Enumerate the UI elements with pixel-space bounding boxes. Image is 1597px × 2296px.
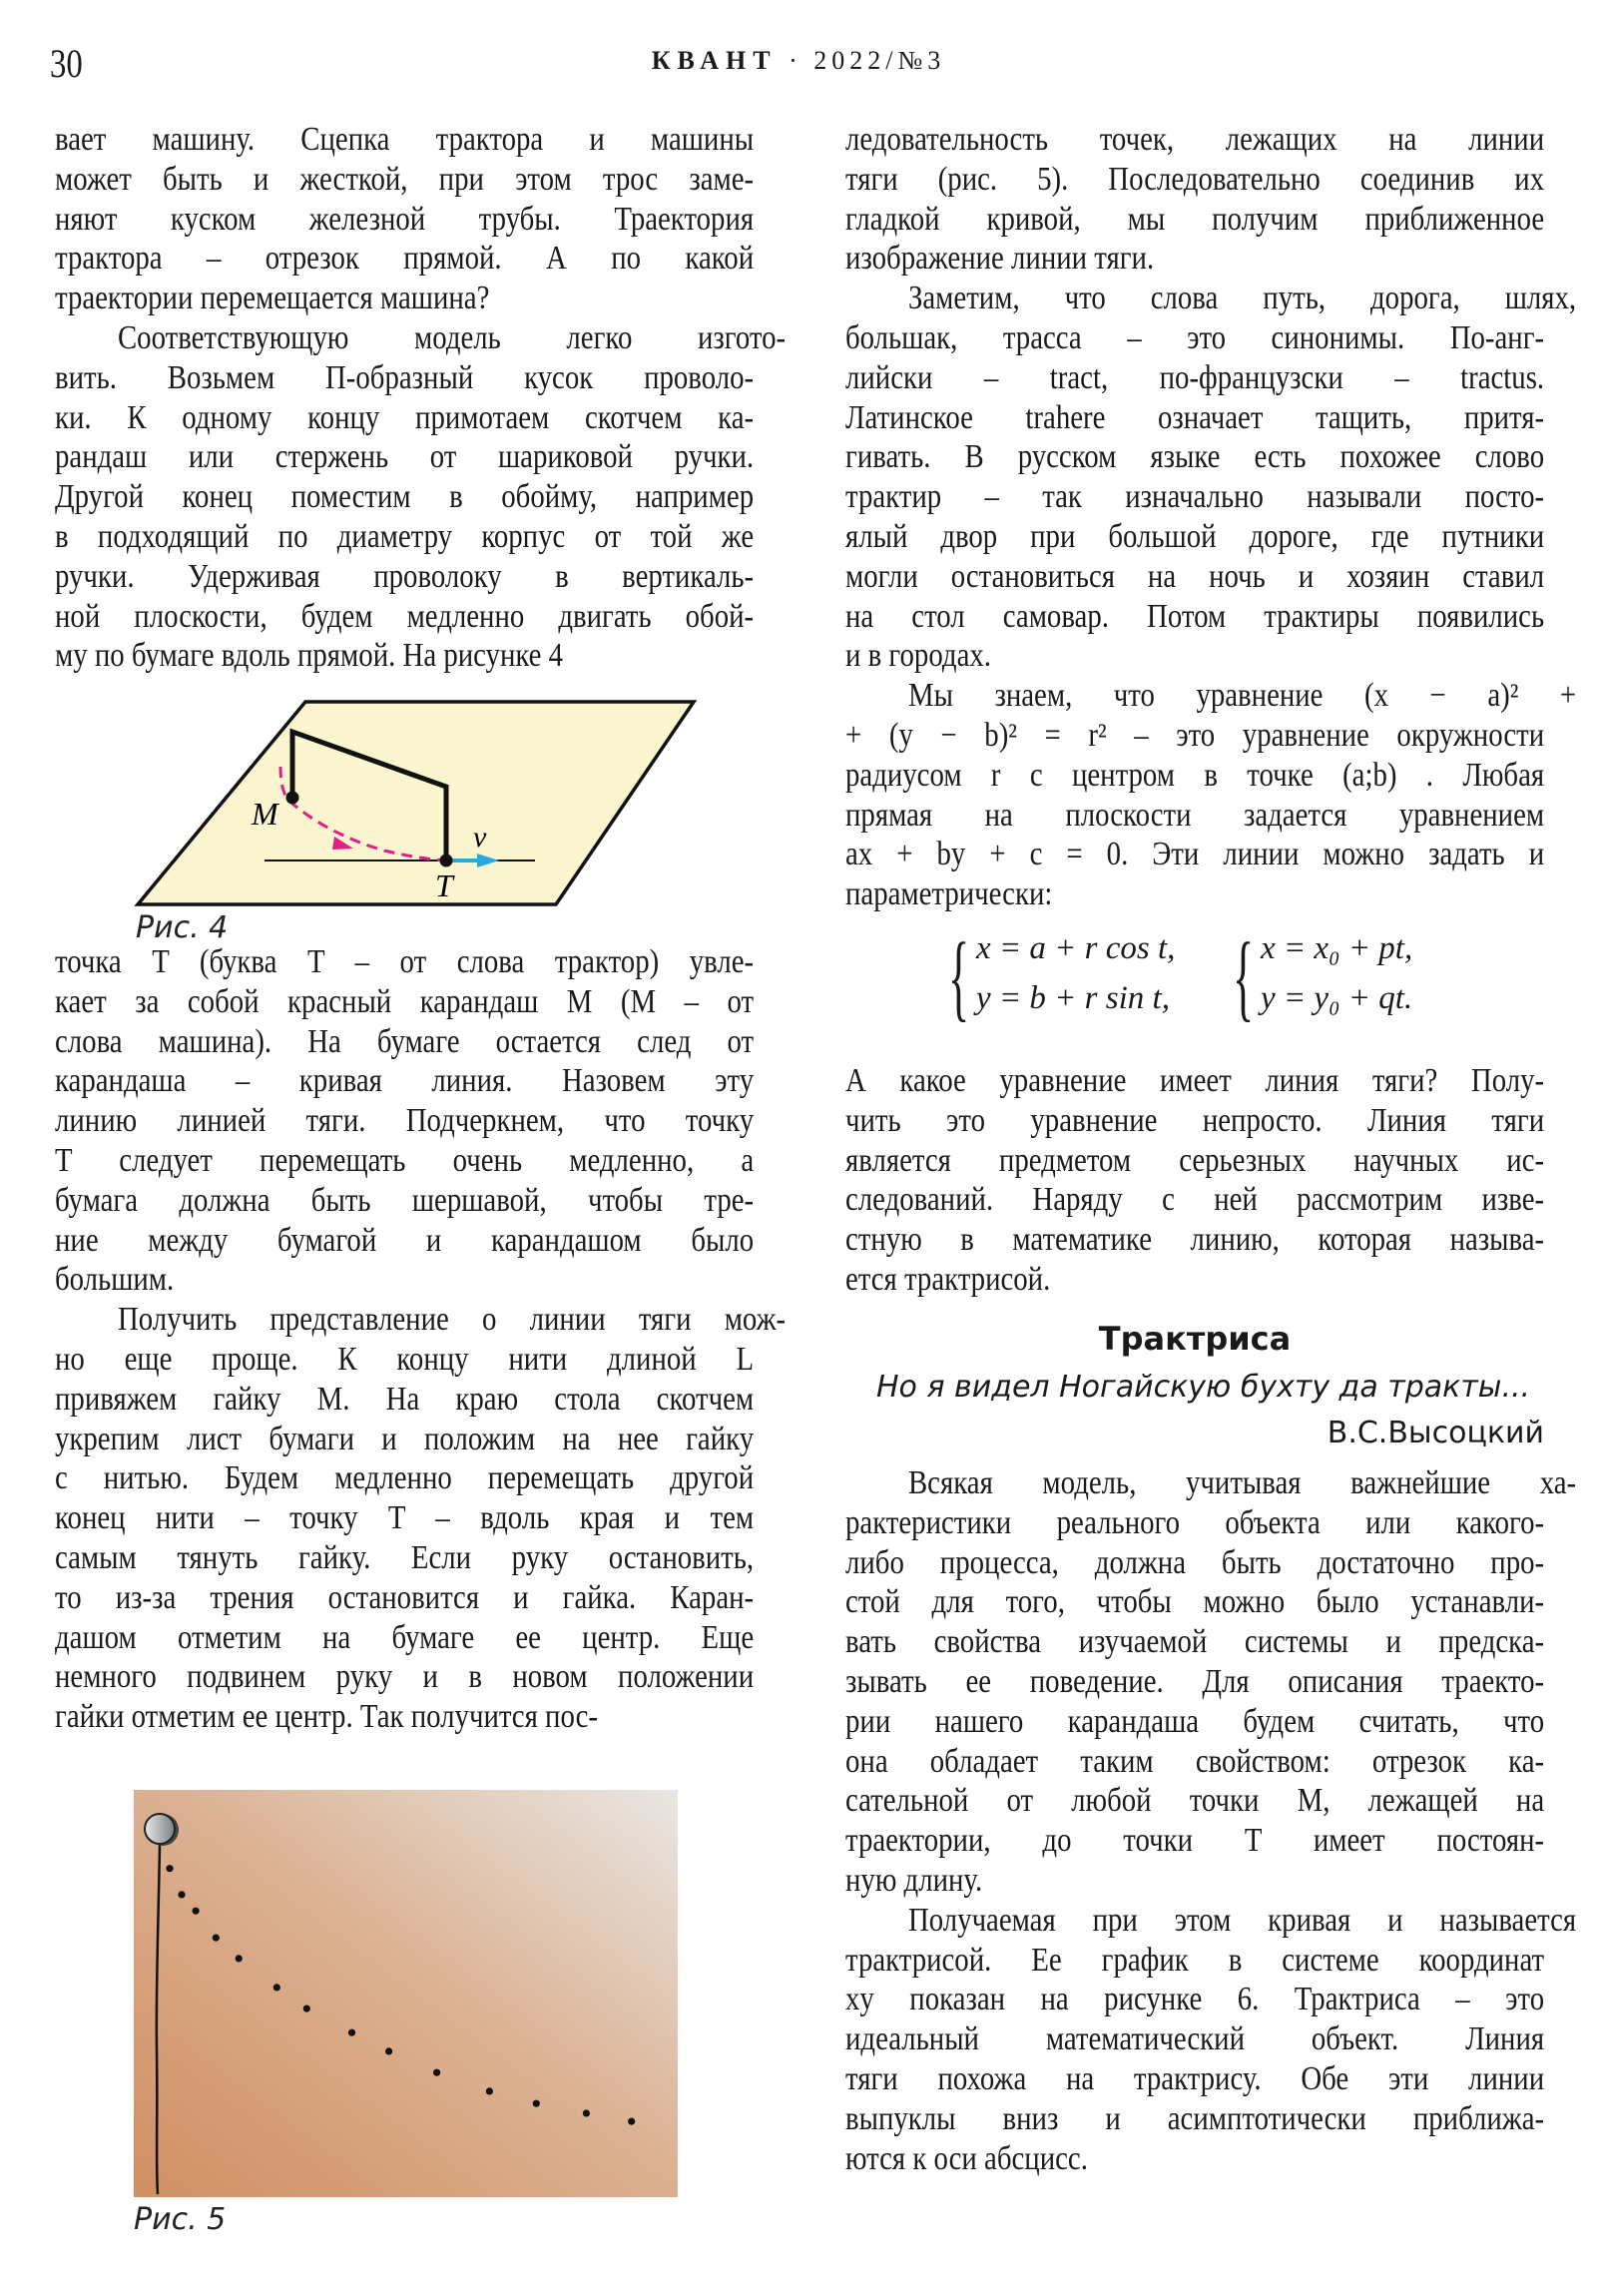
text-line [55, 942, 754, 982]
text-line [845, 1582, 1544, 1622]
text-line [845, 1781, 1544, 1821]
text-line-content: трактрисой. Ее график в системе координат [845, 1941, 1545, 1979]
text-line-content: зывать ее поведение. Для описания траекто- [845, 1662, 1545, 1700]
text-line [55, 1618, 754, 1658]
right-column-text-middle [845, 1061, 1544, 1300]
text-line-content: гладкой кривой, мы получим приближенное [845, 200, 1545, 238]
magazine-title: КВАНТ [651, 46, 778, 75]
marked-point [166, 1865, 173, 1872]
text-line-content: рандаш или стержень от шариковой ручки. [55, 438, 755, 476]
text-line-content: ручки. Удерживая проволоку в вертикаль- [55, 557, 755, 595]
text-line-content: точка T (буква T – от слова трактор) увле- [55, 943, 755, 980]
text-line-content: в подходящий по диаметру корпус от той же [55, 517, 755, 555]
text-line-content: выпуклы вниз и асимптотически приближа- [845, 2099, 1545, 2137]
text-line-content: му по бумаге вдоль прямой. На рисунке 4 [55, 637, 564, 675]
label-T: T [435, 867, 453, 903]
text-line [845, 597, 1544, 637]
text-line [845, 676, 1577, 716]
text-line [55, 1022, 754, 1062]
text-line [55, 1300, 787, 1340]
text-line [845, 2059, 1544, 2099]
text-line [845, 1941, 1544, 1981]
text-line [55, 1101, 754, 1141]
text-line [845, 2019, 1544, 2059]
text-line-content: ной плоскости, будем медленно двигать обой- [55, 597, 755, 635]
text-line [845, 1742, 1544, 1782]
text-line [55, 1221, 754, 1261]
text-line-content: вает машину. Сцепка трактора и машины [55, 121, 755, 158]
text-line [845, 200, 1544, 240]
text-line-content: рии нашего карандаша будем считать, что [845, 1702, 1545, 1740]
text-line [845, 1180, 1544, 1220]
text-line [55, 1061, 754, 1101]
text-line [845, 1980, 1544, 2019]
text-line [845, 477, 1544, 517]
text-line-content: Соответствующую модель легко изгото- [117, 318, 787, 356]
text-line [845, 398, 1544, 438]
marked-point [533, 2100, 540, 2107]
point-M [286, 792, 299, 805]
text-line-content: линию линией тяги. Подчеркнем, что точку [55, 1102, 755, 1140]
text-line-content: карандаша – кривая линия. Назовем эту [55, 1062, 755, 1100]
text-line [845, 437, 1544, 477]
text-line [845, 2139, 1544, 2179]
text-line-content: тяги похожа на трактрису. Обе эти линии [845, 2059, 1545, 2097]
text-line [845, 796, 1544, 836]
text-line [55, 1578, 754, 1618]
equation-x-circle: x = a + r cos t, [976, 930, 1176, 966]
text-line [845, 160, 1544, 200]
text-line [55, 1340, 754, 1380]
text-line [845, 318, 1544, 358]
page-number: 30 [50, 41, 83, 86]
text-line-content: большак, трасса – это синонимы. По-анг- [845, 318, 1545, 356]
text-line-content: ется трактрисой. [845, 1260, 1051, 1298]
epigraph: Но я видел Ногайскую бухту да тракты... [876, 1370, 1531, 1405]
text-line-content: на стол самовар. Потом трактиры появились [845, 597, 1545, 635]
section-heading: Трактриса [1098, 1320, 1292, 1358]
text-line [845, 1821, 1544, 1861]
marked-point [486, 2087, 493, 2094]
left-brace: { [948, 923, 970, 1031]
line-equation-system [1233, 923, 1492, 1038]
text-line-content: прямая на плоскости задается уравнением [845, 796, 1545, 834]
text-line [845, 2099, 1544, 2139]
text-line [845, 1141, 1544, 1181]
text-line [845, 1901, 1577, 1941]
left-brace: { [1233, 923, 1255, 1031]
label-M: M [252, 796, 278, 832]
text-line [845, 1861, 1544, 1901]
text-line [845, 874, 1544, 914]
text-line-content: няют куском железной трубы. Траектория [55, 200, 755, 238]
marked-point [628, 2118, 635, 2125]
parametric-equations [948, 923, 1507, 1058]
marked-point [348, 2029, 355, 2036]
text-line [845, 1543, 1544, 1583]
figure-5 [134, 1790, 678, 2197]
text-line [845, 1220, 1544, 1260]
text-line [845, 239, 1544, 279]
text-line-content: ки. К одному концу примотаем скотчем ка- [55, 398, 755, 436]
text-line-content: стную в математике линию, которая называ- [845, 1221, 1545, 1259]
figure-4-caption: Рис. 4 [136, 910, 229, 945]
text-line-content: изображение линии тяги. [845, 240, 1155, 278]
text-line-content: траектории перемещается машина? [55, 280, 490, 317]
text-line-content: Другой конец поместим в обойму, например [55, 478, 755, 516]
text-line-content: T следует перемещать очень медленно, а [55, 1141, 755, 1179]
text-line [55, 1657, 754, 1697]
text-line-content: А какое уравнение имеет линия тяги? Полу- [845, 1062, 1545, 1099]
text-line-content: идеальный математический объект. Линия [845, 2020, 1545, 2058]
equation-x-line: x = x₀ + pt, [1261, 930, 1413, 966]
text-line-content: сательной от любой точки M, лежащей на [845, 1782, 1545, 1820]
text-line-content: траектории, до точки T имеет постоян- [845, 1822, 1545, 1860]
right-column-text-bottom [845, 1463, 1577, 2178]
marked-point [303, 2006, 310, 2012]
text-line-content: либо процесса, должна быть достаточно про- [845, 1543, 1545, 1581]
text-line-content: трактора – отрезок прямой. А по какой [55, 240, 755, 278]
text-line-content: трактир – так изначально называли посто- [845, 478, 1545, 516]
text-line-content: чить это уравнение непросто. Линия тяги [845, 1101, 1545, 1139]
marked-point [273, 1984, 280, 1991]
text-line [845, 1503, 1544, 1543]
text-line-content: ледовательность точек, лежащих на линии [845, 121, 1545, 158]
text-line [845, 1101, 1544, 1141]
figure-5-caption: Рис. 5 [134, 2202, 227, 2237]
text-line-content: xy показан на рисунке 6. Трактриса – это [845, 1981, 1545, 2018]
text-line [55, 1498, 754, 1538]
marked-point [583, 2109, 590, 2116]
text-line-content: ние между бумагой и карандашом было [55, 1221, 755, 1259]
text-line-content: радиусом r с центром в точке (a;b) . Любая [845, 756, 1545, 794]
text-line [845, 279, 1577, 318]
text-line-content: слова машина). На бумаге остается след от [55, 1022, 755, 1060]
text-line [845, 716, 1544, 756]
text-line-content: конец нити – точку T – вдоль края и тем [55, 1499, 755, 1537]
text-line [845, 358, 1544, 398]
text-line [55, 982, 754, 1022]
text-line-content: стой для того, чтобы можно было устанавли- [845, 1583, 1545, 1621]
text-line [55, 1260, 754, 1300]
text-line-content: с нитью. Будем медленно перемещать другой [55, 1459, 755, 1497]
text-line [845, 557, 1544, 597]
text-line-content: дашом отметим на бумаге ее центр. Еще [55, 1618, 755, 1656]
epigraph-author: В.С.Высоцкий [1327, 1416, 1544, 1450]
text-line-content: ную длину. [845, 1861, 983, 1899]
label-v: v [473, 821, 487, 854]
text-line-content: параметрически: [845, 875, 1053, 913]
equation-y-line: y = y₀ + qt. [1261, 980, 1413, 1016]
text-line [845, 636, 1544, 676]
text-line-content: является предметом серьезных научных ис- [845, 1141, 1545, 1179]
text-line-content: гивать. В русском языке есть похожее слово [845, 438, 1545, 476]
text-line-content: но еще проще. К концу нити длиной L [55, 1340, 755, 1378]
text-line-content: Всякая модель, учитывая важнейшие ха- [907, 1464, 1577, 1501]
text-line-content: следований. Наряду с ней рассмотрим изве- [845, 1181, 1545, 1219]
text-line [55, 1181, 754, 1221]
equation-y-circle: y = b + r sin t, [976, 980, 1170, 1016]
marked-point [213, 1935, 220, 1942]
paper-sheet [134, 1790, 678, 2197]
text-line-content: ются к оси абсцисс. [845, 2139, 1088, 2177]
text-line [845, 1702, 1544, 1742]
text-line-content: бумага должна быть шершавой, чтобы тре- [55, 1181, 755, 1219]
text-line-content: тяги (рис. 5). Последовательно соединив их [845, 160, 1545, 198]
text-line [845, 517, 1544, 557]
text-line-content: вить. Возьмем П-образный кусок проволо- [55, 358, 755, 396]
text-line-content: немного подвинем руку и в новом положении [55, 1658, 755, 1696]
text-line [845, 756, 1544, 796]
text-line-content: Латинское trahere означает тащить, притя- [845, 398, 1545, 436]
marked-point [433, 2069, 440, 2076]
text-line-content: Заметим, что слова путь, дорога, шлях, [907, 280, 1577, 317]
text-line [55, 1420, 754, 1459]
marked-point [193, 1908, 200, 1915]
text-line-content: самым тянуть гайку. Если руку остановить, [55, 1538, 755, 1576]
text-line [845, 120, 1544, 160]
text-line-content: то из-за трения остановится и гайка. Каран- [55, 1578, 755, 1616]
text-line-content: Мы знаем, что уравнение (x − a)² + [907, 677, 1577, 715]
text-line [55, 1458, 754, 1498]
text-line [845, 1061, 1544, 1101]
text-line-content: могли остановиться на ночь и хозяин ставил [845, 557, 1545, 595]
text-line-content: гайки отметим ее центр. Так получится пос- [55, 1698, 598, 1736]
text-line-content: ялый двор при большой дороге, где путники [845, 517, 1545, 555]
text-line-content: и в городах. [845, 637, 991, 675]
text-line [55, 1697, 754, 1737]
right-column-text-top [845, 120, 1577, 914]
text-line-content: Получаемая при этом кривая и называется [907, 1901, 1577, 1939]
header-separator: · [789, 46, 802, 75]
text-line [845, 1622, 1544, 1662]
text-line-content: ax + by + c = 0. Эти линии можно задать и [845, 836, 1545, 873]
circle-equation-system [948, 923, 1208, 1038]
text-line-content: + (y − b)² = r² – это уравнение окружности [845, 716, 1545, 754]
text-line [55, 1141, 754, 1181]
issue-number: 2022/№3 [813, 46, 946, 75]
text-line-content: привяжем гайку M. На краю стола скотчем [55, 1380, 755, 1418]
text-line [55, 1380, 754, 1420]
text-line-content: кает за собой красный карандаш M (M – от [55, 982, 755, 1020]
point-T [440, 855, 453, 867]
text-line [55, 1538, 754, 1578]
text-line-content: может быть и жесткой, при этом трос заме- [55, 160, 755, 198]
text-line-content: она обладает таким свойством: отрезок ка- [845, 1742, 1545, 1780]
text-line-content: Получить представление о линии тяги мож- [117, 1301, 787, 1339]
left-column-text-bottom [55, 942, 787, 1737]
marked-point [178, 1891, 185, 1898]
text-line-content: большим. [55, 1261, 175, 1299]
text-line [845, 835, 1544, 874]
text-line [845, 1463, 1577, 1503]
text-line-content: вать свойства изучаемой системы и предска- [845, 1623, 1545, 1661]
text-line-content: укрепим лист бумаги и положим на нее гайку [55, 1420, 755, 1457]
marked-point [385, 2047, 392, 2054]
text-line [845, 1662, 1544, 1702]
paper-plane [138, 702, 694, 904]
text-line-content: лийски – tract, по-французски – tractus. [845, 358, 1545, 396]
text-line [845, 1260, 1544, 1300]
text-line-content: рактеристики реального объекта или какого- [845, 1503, 1545, 1541]
nut [145, 1814, 175, 1844]
marked-point [236, 1955, 243, 1962]
figure-4 [0, 0, 798, 958]
